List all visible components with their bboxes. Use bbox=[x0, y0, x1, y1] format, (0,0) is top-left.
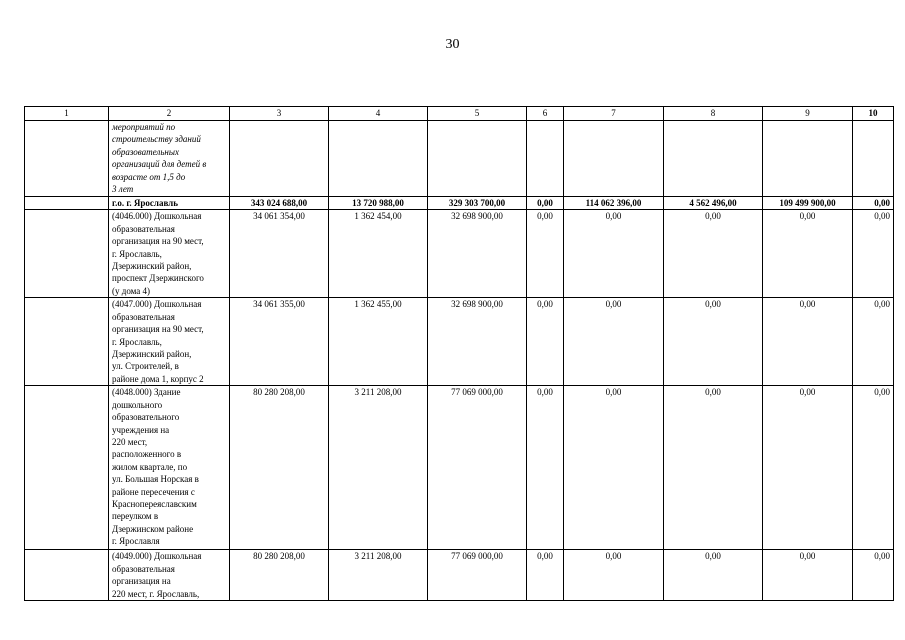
table-cell bbox=[25, 550, 109, 601]
table-cell: 1 362 454,00 bbox=[329, 210, 428, 298]
row-name: (4048.000) Здание дошкольного образовательного учреждения на 220 мест, расположенного в жилом квартале, по ул. Большая Норская в районе пересечения с Краснопереяславским переулком в Дзержинском районе г. Ярославля bbox=[109, 386, 230, 550]
table-cell: 0,00 bbox=[853, 197, 894, 210]
column-header: 3 bbox=[230, 107, 329, 121]
row-name: (4046.000) Дошкольная образовательная организация на 90 мест, г. Ярославль, Дзержинский район, проспект Дзержинского (у дома 4) bbox=[109, 210, 230, 298]
table-cell: 34 061 354,00 bbox=[230, 210, 329, 298]
table-cell: 0,00 bbox=[763, 386, 853, 550]
table-cell: 80 280 208,00 bbox=[230, 550, 329, 601]
table-cell: 114 062 396,00 bbox=[564, 197, 664, 210]
table-row bbox=[25, 121, 894, 197]
table-cell bbox=[329, 121, 428, 197]
table-cell bbox=[428, 121, 527, 197]
table-cell: 32 698 900,00 bbox=[428, 298, 527, 386]
table-cell: 0,00 bbox=[527, 210, 564, 298]
table-cell: 77 069 000,00 bbox=[428, 386, 527, 550]
column-header: 5 bbox=[428, 107, 527, 121]
table-cell: 13 720 988,00 bbox=[329, 197, 428, 210]
table-cell bbox=[25, 210, 109, 298]
table-cell bbox=[25, 121, 109, 197]
table-cell: 0,00 bbox=[564, 210, 664, 298]
table-cell: 4 562 496,00 bbox=[664, 197, 763, 210]
table-cell: 1 362 455,00 bbox=[329, 298, 428, 386]
column-header: 2 bbox=[109, 107, 230, 121]
row-name: мероприятий по строительству зданий образовательных организаций для детей в возрасте от 1,5 до 3 лет bbox=[109, 121, 230, 197]
table-cell: 0,00 bbox=[664, 210, 763, 298]
table-cell: 0,00 bbox=[527, 550, 564, 601]
table-row bbox=[25, 210, 894, 298]
row-name: г.о. г. Ярославль bbox=[109, 197, 230, 210]
table-cell: 32 698 900,00 bbox=[428, 210, 527, 298]
table-cell: 34 061 355,00 bbox=[230, 298, 329, 386]
row-name: (4049.000) Дошкольная образовательная организация на 220 мест, г. Ярославль, bbox=[109, 550, 230, 601]
table-cell bbox=[763, 121, 853, 197]
table-header-row bbox=[25, 107, 894, 121]
table-row bbox=[25, 386, 894, 550]
table-cell bbox=[853, 121, 894, 197]
table-cell: 109 499 900,00 bbox=[763, 197, 853, 210]
table-cell: 0,00 bbox=[853, 550, 894, 601]
table-row bbox=[25, 298, 894, 386]
column-header: 10 bbox=[853, 107, 894, 121]
table-cell: 0,00 bbox=[853, 386, 894, 550]
table-cell: 343 024 688,00 bbox=[230, 197, 329, 210]
table-cell: 0,00 bbox=[527, 298, 564, 386]
column-header: 6 bbox=[527, 107, 564, 121]
table-cell bbox=[564, 121, 664, 197]
row-name: (4047.000) Дошкольная образовательная организация на 90 мест, г. Ярославль, Дзержинский район, ул. Строителей, в районе дома 1, корпус 2 bbox=[109, 298, 230, 386]
table-cell: 0,00 bbox=[527, 197, 564, 210]
table-cell bbox=[25, 386, 109, 550]
table-cell: 0,00 bbox=[527, 386, 564, 550]
column-header: 1 bbox=[25, 107, 109, 121]
table-cell bbox=[664, 121, 763, 197]
table-cell: 3 211 208,00 bbox=[329, 386, 428, 550]
column-header: 8 bbox=[664, 107, 763, 121]
table-cell: 80 280 208,00 bbox=[230, 386, 329, 550]
table-cell: 0,00 bbox=[564, 386, 664, 550]
table-cell: 0,00 bbox=[853, 210, 894, 298]
page-number: 30 bbox=[445, 37, 460, 52]
table-cell: 0,00 bbox=[763, 298, 853, 386]
table-row bbox=[25, 550, 894, 601]
column-header: 9 bbox=[763, 107, 853, 121]
table-cell: 0,00 bbox=[664, 386, 763, 550]
column-header: 7 bbox=[564, 107, 664, 121]
table-cell: 0,00 bbox=[664, 550, 763, 601]
table-cell bbox=[527, 121, 564, 197]
table-cell: 3 211 208,00 bbox=[329, 550, 428, 601]
table-cell: 0,00 bbox=[763, 550, 853, 601]
table-cell: 0,00 bbox=[763, 210, 853, 298]
table-cell: 0,00 bbox=[853, 298, 894, 386]
table-cell bbox=[25, 298, 109, 386]
table-cell: 0,00 bbox=[564, 550, 664, 601]
column-header: 4 bbox=[329, 107, 428, 121]
budget-table bbox=[24, 106, 894, 601]
table-cell: 77 069 000,00 bbox=[428, 550, 527, 601]
table-row-total bbox=[25, 197, 894, 210]
table-cell bbox=[25, 197, 109, 210]
table-cell: 329 303 700,00 bbox=[428, 197, 527, 210]
table-cell bbox=[230, 121, 329, 197]
table-cell: 0,00 bbox=[664, 298, 763, 386]
table-cell: 0,00 bbox=[564, 298, 664, 386]
